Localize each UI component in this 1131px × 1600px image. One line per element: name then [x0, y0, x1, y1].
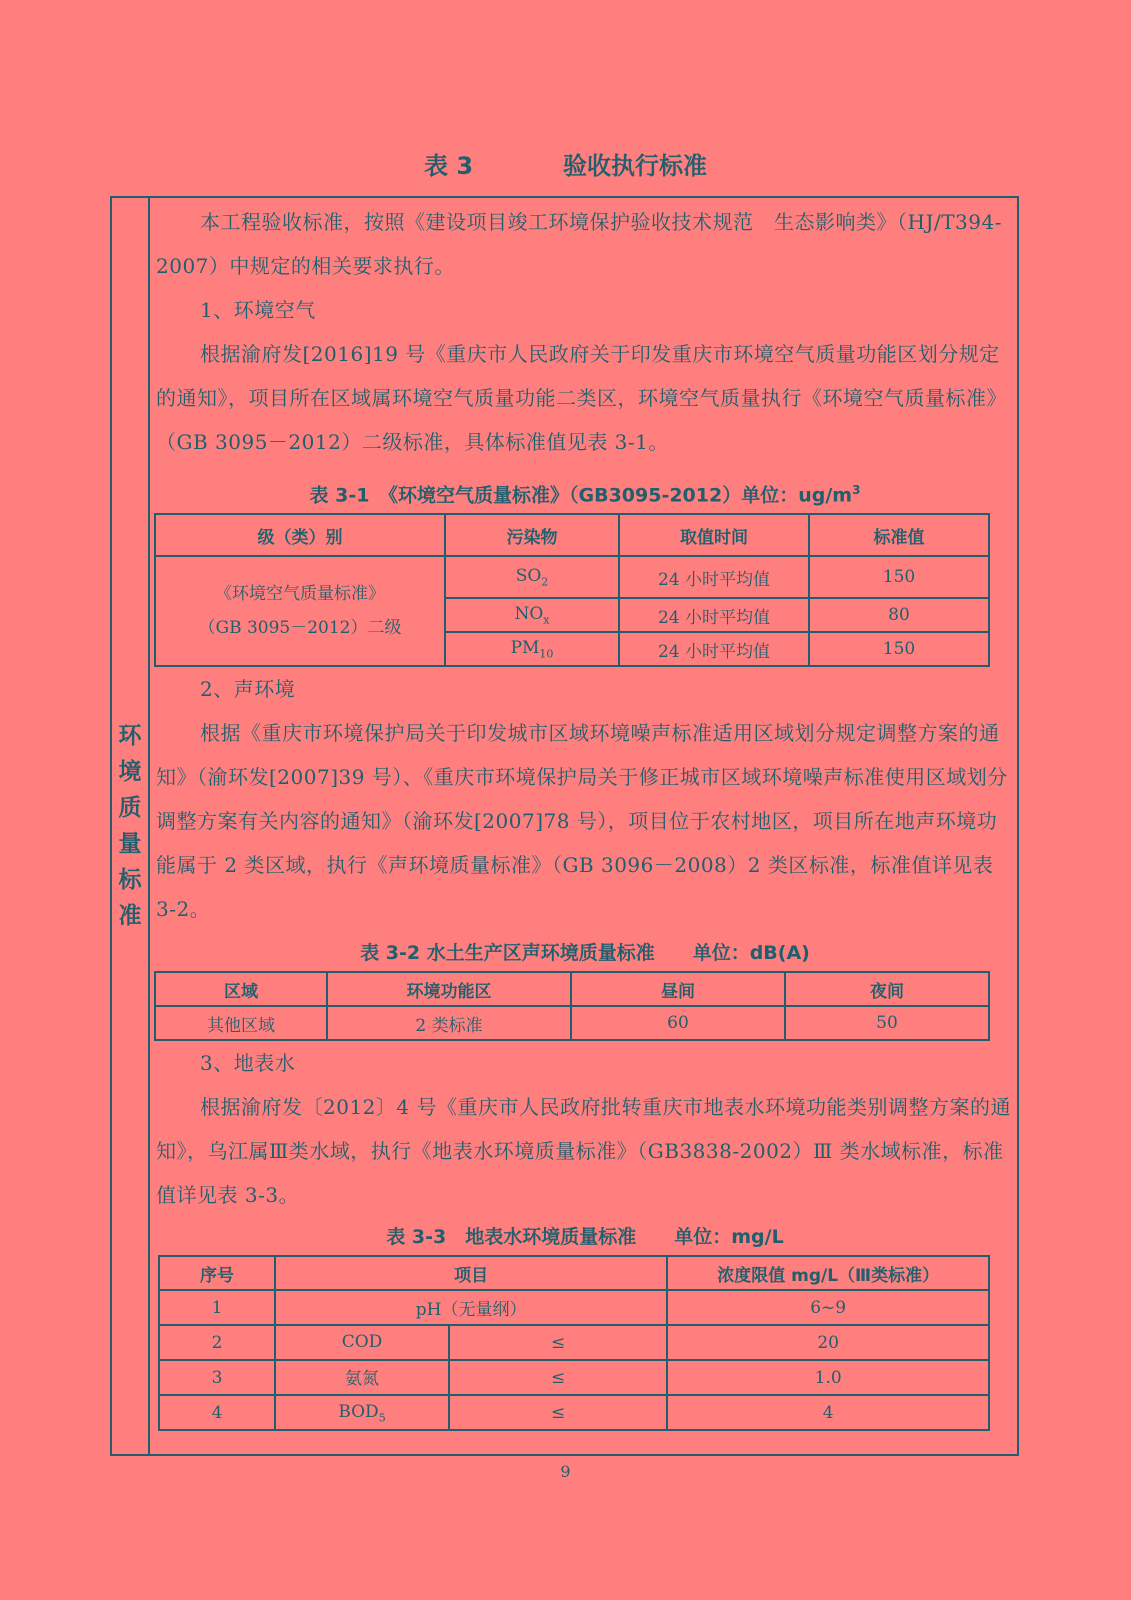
value-cell: 80: [809, 598, 989, 632]
page-number: 9: [560, 1462, 571, 1481]
content-area: [156, 198, 1014, 1431]
pollutant-cell: $NO_x$: [445, 598, 619, 632]
air-paragraph: 根据渝府发[2016]19 号《重庆市人民政府关于印发重庆市环境空气质量功能区划分规定的通知》，项目所在区域属环境空气质量功能二类区，环境空气质量执行《环境空气质量标准》（GB 3095－2012）二级标准，具体标准值见表 3-1。: [156, 342, 1007, 454]
table-header: 级（类）别: [155, 514, 445, 556]
table-header: 区域: [155, 972, 327, 1006]
table-header: 污染物: [445, 514, 619, 556]
side-label: 环境质量标准: [118, 723, 142, 929]
table-header: 夜间: [785, 972, 989, 1006]
table-header: 浓度限值 mg/L（Ⅲ类标准）: [667, 1256, 989, 1290]
table-header: 项目: [275, 1256, 667, 1290]
section-heading-air: 1、环境空气: [200, 298, 316, 322]
pollutant-cell: $SO_2$: [445, 556, 619, 598]
intro-paragraph: 本工程验收标准，按照《建设项目竣工环境保护验收技术规范 生态影响类》（HJ/T394-2007）中规定的相关要求执行。: [156, 210, 1002, 278]
table-row: 4 $BOD_5$ ≤ 4: [159, 1395, 989, 1430]
value-cell: 150: [809, 632, 989, 666]
table-header: 取值时间: [619, 514, 809, 556]
side-label-column: [112, 198, 150, 1454]
table-3-2-caption: 表 3-2 水土生产区声环境质量标准 单位：dB(A): [360, 942, 810, 965]
category-cell: 《环境空气质量标准》 （GB 3095－2012）二级: [155, 556, 445, 666]
table-row: 3 氨氮 ≤ 1.0: [159, 1360, 989, 1395]
title-text: 验收执行标准: [563, 152, 708, 180]
page-title: [0, 146, 1131, 181]
time-cell: 24 小时平均值: [619, 556, 809, 598]
title-number: 表 3: [423, 152, 474, 180]
section-heading-noise: 2、声环境: [200, 677, 296, 702]
section-heading-water: 3、地表水: [200, 1051, 296, 1076]
air-quality-table: [154, 513, 990, 667]
pollutant-cell: $PM_{10}$: [445, 632, 619, 666]
value-cell: 150: [809, 556, 989, 598]
table-header: 昼间: [571, 972, 785, 1006]
table-header: 序号: [159, 1256, 275, 1290]
table-row: 其他区域 2 类标准 60 50: [155, 1006, 989, 1040]
time-cell: 24 小时平均值: [619, 598, 809, 632]
noise-paragraph: 根据《重庆市环境保护局关于印发城市区域环境噪声标准适用区域划分规定调整方案的通知》（渝环发[2007]39 号）、《重庆市环境保护局关于修正城市区域环境噪声标准使用区域划分调整方案有关内容的通知》（渝环发[2007]78 号），项目位于农村地区，项目所在地声环境功能属于 2 类区域，执行《声环境质量标准》（GB 3096－2008）2 类区标准，标准值详见表 3-2。: [156, 721, 1008, 922]
time-cell: 24 小时平均值: [619, 632, 809, 666]
noise-table: [154, 971, 990, 1041]
table-header: 标准值: [809, 514, 989, 556]
water-paragraph: 根据渝府发〔2012〕4 号《重庆市人民政府批转重庆市地表水环境功能类别调整方案的通知》，乌江属Ⅲ类水域，执行《地表水环境质量标准》（GB3838-2002）Ⅲ 类水域标准，标准值详见表 3-3。: [156, 1095, 1011, 1208]
standards-frame: [110, 196, 1019, 1456]
table-row: 1 pH（无量纲） 6~9: [159, 1290, 989, 1325]
table-row: 2 COD ≤ 20: [159, 1325, 989, 1360]
table-3-3-caption: 表 3-3 地表水环境质量标准 单位：mg/L: [386, 1226, 784, 1249]
table-3-1-caption: 表 3-1 《环境空气质量标准》（GB3095-2012）单位：$ug/m^3$: [309, 483, 861, 507]
table-header: 环境功能区: [327, 972, 571, 1006]
surface-water-table: [158, 1255, 990, 1431]
table-row: [155, 556, 989, 598]
